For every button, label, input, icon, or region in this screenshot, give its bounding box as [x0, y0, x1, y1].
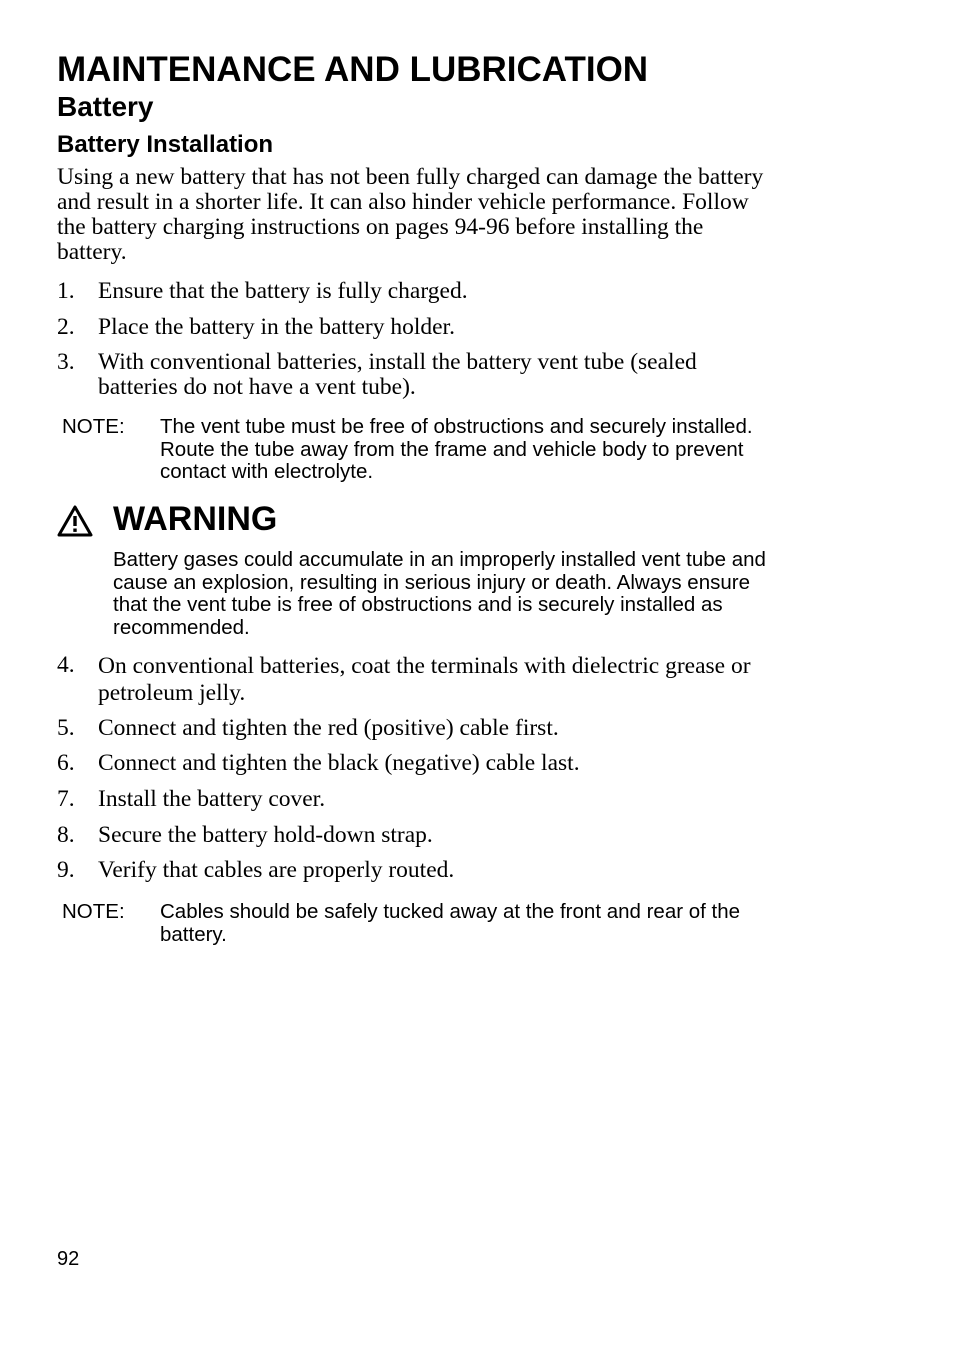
step-text: Connect and tighten the red (positive) cable first. — [98, 715, 559, 741]
warning-triangle-icon — [57, 505, 93, 537]
step-text: Verify that cables are properly routed. — [98, 857, 455, 883]
note-block — [62, 416, 777, 484]
list-item — [57, 315, 777, 340]
step-number: 5. — [57, 715, 75, 741]
note-block — [62, 901, 777, 946]
list-item — [57, 858, 777, 883]
step-number: 3. — [57, 349, 75, 375]
chapter-title: MAINTENANCE AND LUBRICATION — [57, 50, 649, 89]
note-label: NOTE: — [62, 415, 125, 438]
step-number: 8. — [57, 822, 75, 848]
step-number: 4. — [57, 652, 75, 678]
page-number: 92 — [57, 1248, 80, 1270]
step-number: 2. — [57, 314, 75, 340]
warning-title: WARNING — [113, 500, 278, 538]
step-text: Install the battery cover. — [98, 786, 326, 812]
intro-paragraph: Using a new battery that has not been fully charged can damage the battery and result in a shorter life. It can also hinder vehicle performance. Follow the battery charging instructions on pages 94-96 before installing the battery. — [57, 164, 764, 265]
step-text: With conventional batteries, install the battery vent tube (sealed batteries do not have a vent tube). — [98, 349, 697, 400]
note-text: The vent tube must be free of obstructions and securely installed. Route the tube away from the frame and vehicle body to prevent contact with electrolyte. — [160, 415, 753, 483]
note-label: NOTE: — [62, 900, 125, 923]
step-number: 1. — [57, 278, 75, 304]
list-item — [57, 823, 777, 848]
step-number: 7. — [57, 786, 75, 812]
list-item — [57, 716, 777, 741]
warning-text: Battery gases could accumulate in an improperly installed vent tube and cause an explosion, resulting in serious injury or death. Always ensure that the vent tube is free of obstructions and is securely installed as recommended. — [113, 548, 766, 639]
step-number: 6. — [57, 750, 75, 776]
section-title: Battery — [57, 91, 154, 122]
step-number: 9. — [57, 857, 75, 883]
list-item — [57, 751, 777, 776]
list-item — [57, 279, 777, 304]
step-text: Secure the battery hold-down strap. — [98, 822, 433, 848]
list-item — [57, 350, 777, 400]
list-item — [57, 787, 777, 812]
note-text: Cables should be safely tucked away at the front and rear of the battery. — [160, 900, 741, 946]
subsection-title: Battery Installation — [57, 131, 274, 158]
step-text: On conventional batteries, coat the terminals with dielectric grease or petroleum jelly. — [98, 653, 751, 706]
step-text: Connect and tighten the black (negative) cable last. — [98, 750, 580, 776]
step-text: Place the battery in the battery holder. — [98, 314, 455, 340]
step-text: Ensure that the battery is fully charged. — [98, 278, 468, 304]
list-item — [57, 653, 777, 707]
